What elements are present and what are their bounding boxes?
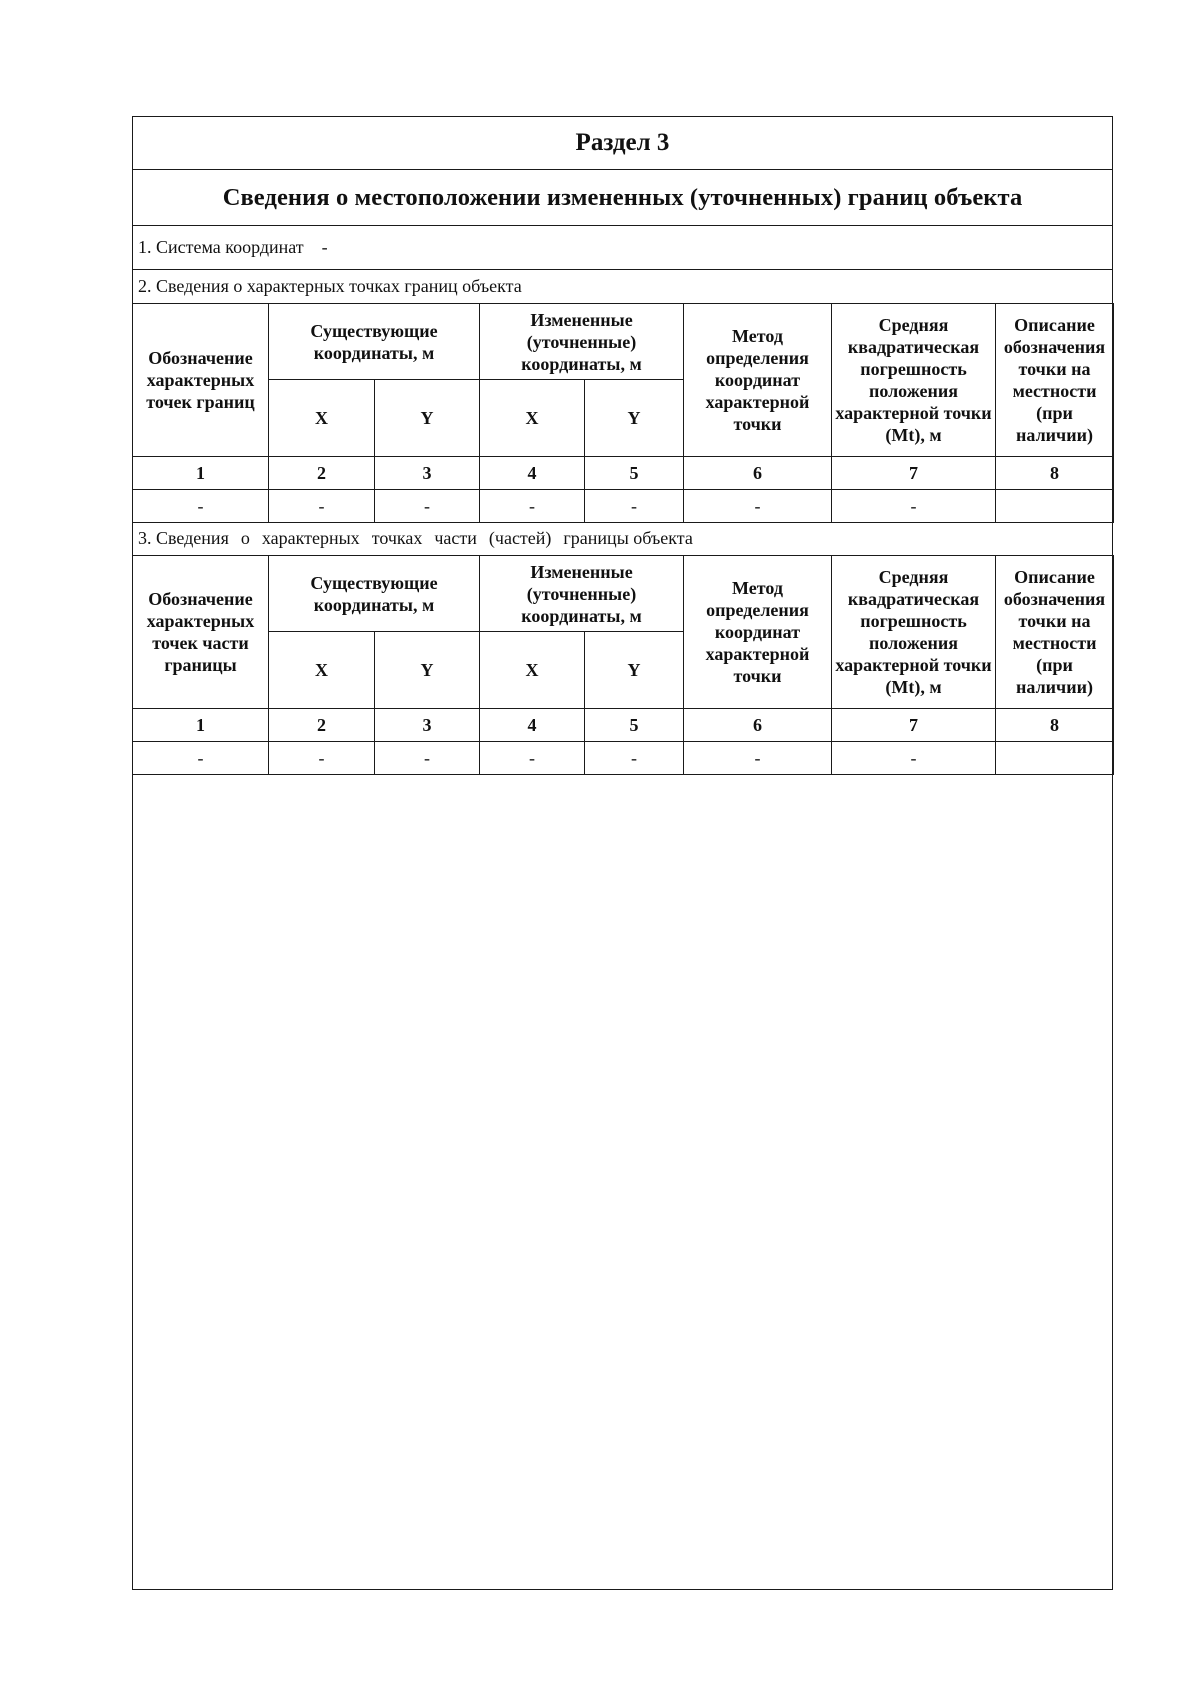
caption-word: (частей): [488, 528, 552, 548]
table-cell: -: [269, 490, 375, 523]
section-title: Раздел 3: [132, 116, 1113, 170]
changed-y-header: Y: [585, 632, 684, 709]
table1-caption: 2. Сведения о характерных точках границ объекта: [138, 276, 522, 296]
changed-y-header: Y: [585, 380, 684, 457]
table-cell: [996, 490, 1114, 523]
table-cell: -: [684, 490, 832, 523]
column-number: 1: [133, 457, 269, 490]
column-number: 3: [375, 709, 480, 742]
section-heading: Сведения о местоположении измененных (уточненных) границ объекта: [132, 170, 1113, 226]
col-point-designation-header: Обозначение характерных точек части границы: [133, 556, 269, 709]
boundary-points-table: [132, 303, 1114, 523]
table-cell: -: [585, 742, 684, 775]
column-number: 7: [832, 457, 996, 490]
table-cell: -: [133, 490, 269, 523]
caption-word: точках: [371, 528, 423, 548]
table-cell: -: [585, 490, 684, 523]
column-number: 2: [269, 709, 375, 742]
col-existing-coordinates-header: Существующие координаты, м: [269, 304, 480, 380]
table-cell: -: [480, 742, 585, 775]
existing-x-header: X: [269, 632, 375, 709]
col-mean-error-header: Средняя квадратическая погрешность положения характерной точки (Mt), м: [832, 556, 996, 709]
column-number: 6: [684, 709, 832, 742]
caption-word: о: [240, 528, 250, 548]
column-number: 5: [585, 457, 684, 490]
changed-x-header: X: [480, 380, 585, 457]
caption-word: 3. Сведения: [138, 528, 229, 548]
col-description-header: Описание обозначения точки на местности (при наличии): [996, 304, 1114, 457]
col-method-header: Метод определения координат характерной точки: [684, 304, 832, 457]
table-cell: -: [269, 742, 375, 775]
col-changed-coordinates-header: Измененные (уточненные) координаты, м: [480, 304, 684, 380]
part-boundary-points-table: [132, 555, 1114, 775]
existing-x-header: X: [269, 380, 375, 457]
existing-y-header: Y: [375, 380, 480, 457]
coordinate-system-label: 1. Система координат: [138, 237, 304, 257]
table-cell: -: [684, 742, 832, 775]
table-cell: -: [133, 742, 269, 775]
column-number: 1: [133, 709, 269, 742]
caption-word: части: [434, 528, 477, 548]
caption-word: границы объекта: [563, 528, 693, 548]
caption-word: характерных: [261, 528, 360, 548]
table2-caption: [132, 522, 1113, 555]
table-cell: -: [832, 490, 996, 523]
col-description-header: Описание обозначения точки на местности (при наличии): [996, 556, 1114, 709]
col-point-designation-header: Обозначение характерных точек границ: [133, 304, 269, 457]
column-number: 3: [375, 457, 480, 490]
table-cell: -: [375, 742, 480, 775]
col-existing-coordinates-header: Существующие координаты, м: [269, 556, 480, 632]
column-number: 8: [996, 457, 1114, 490]
column-number: 4: [480, 709, 585, 742]
existing-y-header: Y: [375, 632, 480, 709]
col-changed-coordinates-header: Измененные (уточненные) координаты, м: [480, 556, 684, 632]
column-number: 7: [832, 709, 996, 742]
table-cell: -: [832, 742, 996, 775]
changed-x-header: X: [480, 632, 585, 709]
table-cell: [996, 742, 1114, 775]
column-number: 2: [269, 457, 375, 490]
coordinate-system-value: -: [321, 237, 328, 257]
column-number: 8: [996, 709, 1114, 742]
column-number: 6: [684, 457, 832, 490]
coordinate-system-line: [132, 226, 1113, 270]
col-method-header: Метод определения координат характерной точки: [684, 556, 832, 709]
table-cell: -: [375, 490, 480, 523]
column-number: 5: [585, 709, 684, 742]
table-cell: -: [480, 490, 585, 523]
col-mean-error-header: Средняя квадратическая погрешность положения характерной точки (Mt), м: [832, 304, 996, 457]
column-number: 4: [480, 457, 585, 490]
